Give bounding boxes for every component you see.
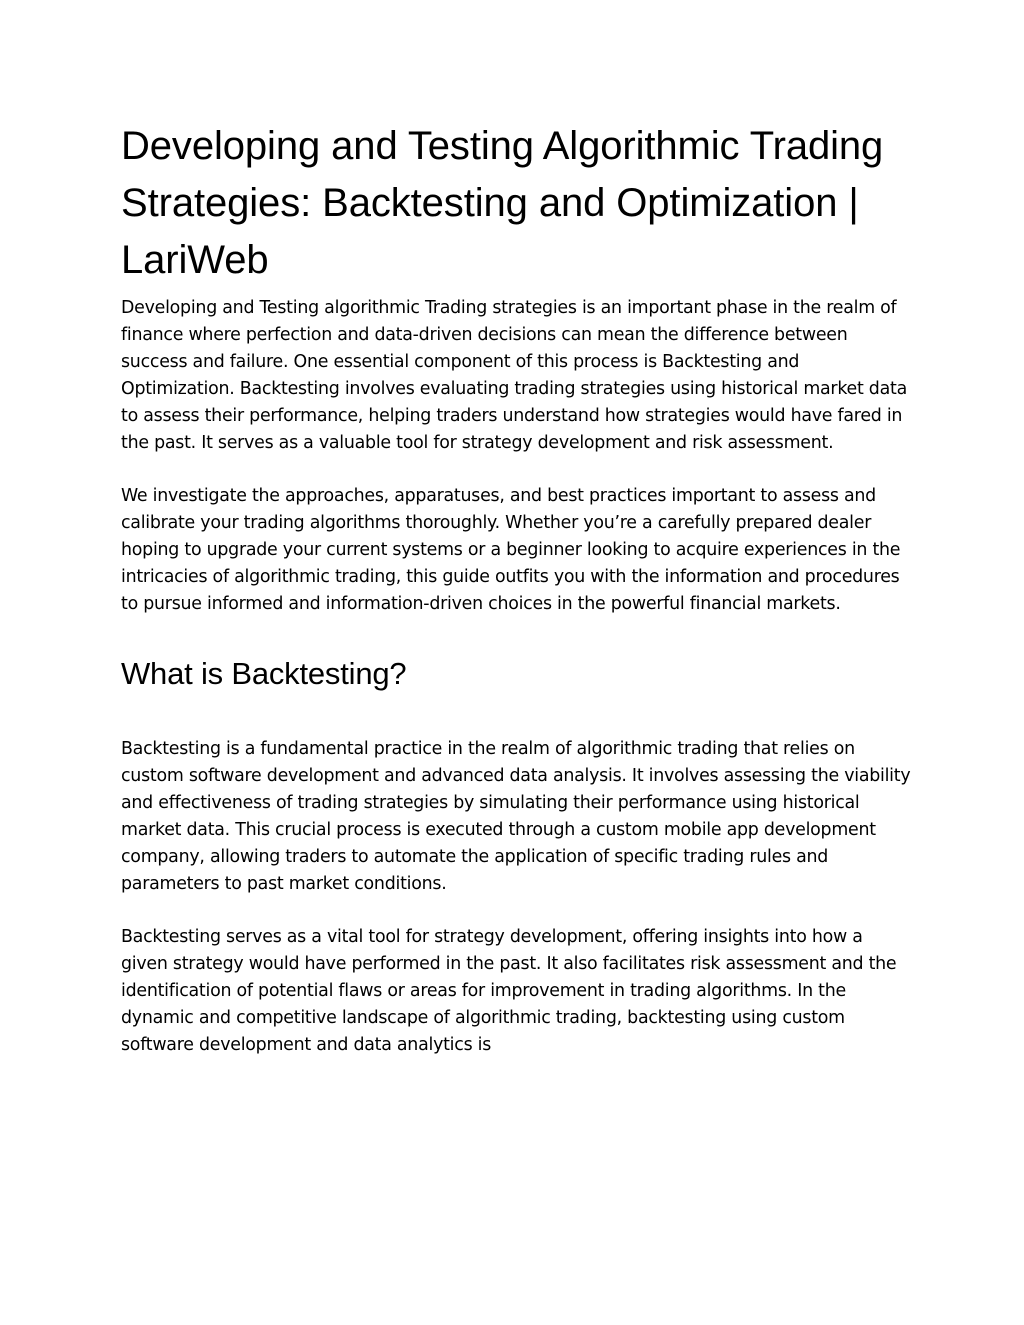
intro-section [121,295,911,618]
section-paragraph: Backtesting serves as a vital tool for strategy development, offering insights into how a given strategy would have performed in the past. It also facilitates risk assessment and the identification of potential flaws or areas for improvement in trading algorithms. In the dynamic and competitive landscape of algorithmic trading, backtesting using custom software development and data analytics is [121,927,897,1055]
page-title: Developing and Testing Algorithmic Trading Strategies: Backtesting and Optimization | LariWeb [121,124,884,282]
document-content [121,118,911,1059]
section-heading: What is Backtesting? [121,656,407,691]
section-body [121,736,911,1059]
intro-paragraph: Developing and Testing algorithmic Trading strategies is an important phase in the realm of finance where perfection and data-driven decisions can mean the difference between success and failure. One essential component of this process is Backtesting and Optimization. Backtesting involves evaluating trading strategies using historical market data to assess their performance, helping traders understand how strategies would have fared in the past. It serves as a valuable tool for strategy development and risk assessment. [121,298,907,453]
section-paragraph: Backtesting is a fundamental practice in the realm of algorithmic trading that relies on custom software development and advanced data analysis. It involves assessing the viability and effectiveness of trading strategies by simulating their performance using historical market data. This crucial process is executed through a custom mobile app development company, allowing traders to automate the application of specific trading rules and parameters to past market conditions. [121,739,911,894]
intro-paragraph: We investigate the approaches, apparatuses, and best practices important to assess and calibrate your trading algorithms thoroughly. Whether you’re a carefully prepared dealer hoping to upgrade your current systems or a beginner looking to acquire experiences in the intricacies of algorithmic trading, this guide outfits you with the information and procedures to pursue informed and information-driven choices in the powerful financial markets. [121,486,901,614]
